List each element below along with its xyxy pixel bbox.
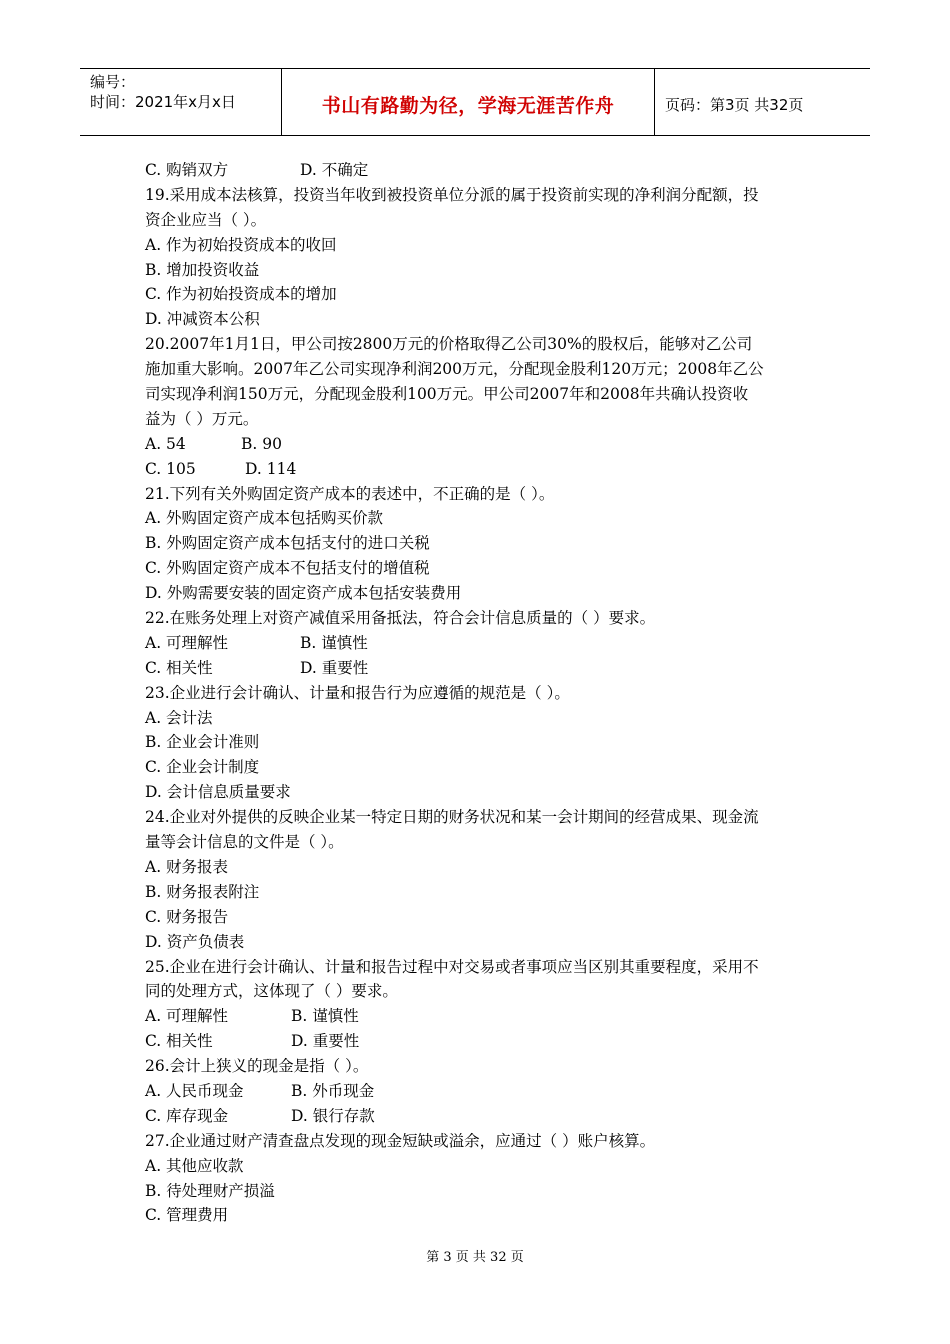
question-27-text: 27.企业通过财产清查盘点发现的现金短缺或溢余，应通过（ ）账户核算。 <box>145 1131 656 1150</box>
option-text: D. 重要性 <box>291 1032 360 1051</box>
option-text: B. 谨慎性 <box>291 1007 359 1026</box>
option-row <box>145 1079 815 1104</box>
option-text: D. 外购需要安装的固定资产成本包括安装费用 <box>145 584 462 603</box>
option-text: A. 可理解性 <box>145 1007 229 1026</box>
option-text: A. 其他应收款 <box>145 1156 244 1175</box>
option-text: A. 54 <box>145 434 186 453</box>
question-24-text: 24.企业对外提供的反映企业某一特定日期的财务状况和某一会计期间的经营成果、现金流 <box>145 808 759 827</box>
option-text: C. 购销双方 <box>145 161 229 179</box>
option-text: C. 相关性 <box>145 658 213 677</box>
option-text: C. 相关性 <box>145 1032 213 1051</box>
option-text: A. 可理解性 <box>145 633 229 652</box>
header-right-cell <box>655 69 870 135</box>
option-text: C. 财务报告 <box>145 907 229 926</box>
option-text: C. 作为初始投资成本的增加 <box>145 285 337 304</box>
option-text: C. 企业会计制度 <box>145 758 260 777</box>
question-20-text: 施加重大影响。2007年乙公司实现净利润200万元，分配现金股利120万元；2008年乙公 <box>145 360 764 379</box>
option-row <box>145 432 815 457</box>
option-text: B. 增加投资收益 <box>145 260 260 279</box>
option-row <box>145 457 815 482</box>
option-text: D. 114 <box>245 459 297 478</box>
question-20-text: 益为（ ）万元。 <box>145 409 259 428</box>
option-text: B. 企业会计准则 <box>145 733 260 752</box>
question-19-text: 19.采用成本法核算，投资当年收到被投资单位分派的属于投资前实现的净利润分配额，投 <box>145 185 759 204</box>
option-text: D. 不确定 <box>300 161 369 179</box>
option-text: C. 外购固定资产成本不包括支付的增值税 <box>145 559 430 578</box>
header-motto: 书山有路勤为径，学海无涯苦作舟 <box>321 95 615 117</box>
document-time-label: 时间：2021年x月x日 <box>90 93 236 111</box>
option-text: C. 管理费用 <box>145 1206 229 1225</box>
option-row <box>145 158 815 183</box>
option-text: A. 会计法 <box>145 708 213 727</box>
option-text: B. 外币现金 <box>291 1081 375 1100</box>
question-21-text: 21.下列有关外购固定资产成本的表述中，不正确的是（ ）。 <box>145 484 555 503</box>
question-25-text: 25.企业在进行会计确认、计量和报告过程中对交易或者事项应当区别其重要程度，采用不 <box>145 957 759 976</box>
question-20-text: 20.2007年1月1日，甲公司按2800万元的价格取得乙公司30%的股权后，能够对乙公司 <box>145 335 753 354</box>
option-row <box>145 1104 815 1129</box>
option-text: C. 105 <box>145 459 196 478</box>
option-text: C. 库存现金 <box>145 1106 229 1125</box>
question-25-text: 同的处理方式，这体现了（ ）要求。 <box>145 982 398 1001</box>
option-row <box>145 1004 815 1029</box>
option-text: D. 银行存款 <box>291 1106 375 1125</box>
option-text: D. 会计信息质量要求 <box>145 783 291 802</box>
option-text: A. 作为初始投资成本的收回 <box>145 235 337 254</box>
option-row <box>145 656 815 681</box>
option-text: D. 冲减资本公积 <box>145 310 260 329</box>
option-text: A. 人民币现金 <box>145 1081 244 1100</box>
option-row <box>145 1029 815 1054</box>
page-header-table <box>80 68 870 136</box>
option-text: D. 重要性 <box>300 658 369 677</box>
question-content <box>145 158 815 1228</box>
option-text: B. 待处理财产损溢 <box>145 1181 275 1200</box>
question-20-text: 司实现净利润150万元，分配现金股利100万元。甲公司2007年和2008年共确认投资收 <box>145 385 749 404</box>
question-19-text: 资企业应当（ ）。 <box>145 210 267 229</box>
option-text: A. 财务报表 <box>145 857 229 876</box>
option-text: D. 资产负债表 <box>145 932 245 951</box>
option-text: B. 90 <box>241 434 282 453</box>
option-text: B. 谨慎性 <box>300 633 368 652</box>
header-middle-cell <box>282 69 655 135</box>
document-number-label: 编号： <box>90 73 136 91</box>
page-footer: 第 3 页 共 32 页 <box>426 1250 524 1265</box>
question-24-text: 量等会计信息的文件是（ ）。 <box>145 833 344 852</box>
question-26-text: 26.会计上狭义的现金是指（ ）。 <box>145 1057 369 1076</box>
question-22-text: 22.在账务处理上对资产减值采用备抵法，符合会计信息质量的（ ）要求。 <box>145 609 656 628</box>
option-text: B. 外购固定资产成本包括支付的进口关税 <box>145 534 430 553</box>
option-text: A. 外购固定资产成本包括购买价款 <box>145 509 384 528</box>
question-23-text: 23.企业进行会计确认、计量和报告行为应遵循的规范是（ ）。 <box>145 683 570 702</box>
header-page-label: 页码：第3页 共32页 <box>665 96 804 114</box>
header-left-cell <box>80 69 282 135</box>
option-row <box>145 631 815 656</box>
option-text: B. 财务报表附注 <box>145 882 260 901</box>
